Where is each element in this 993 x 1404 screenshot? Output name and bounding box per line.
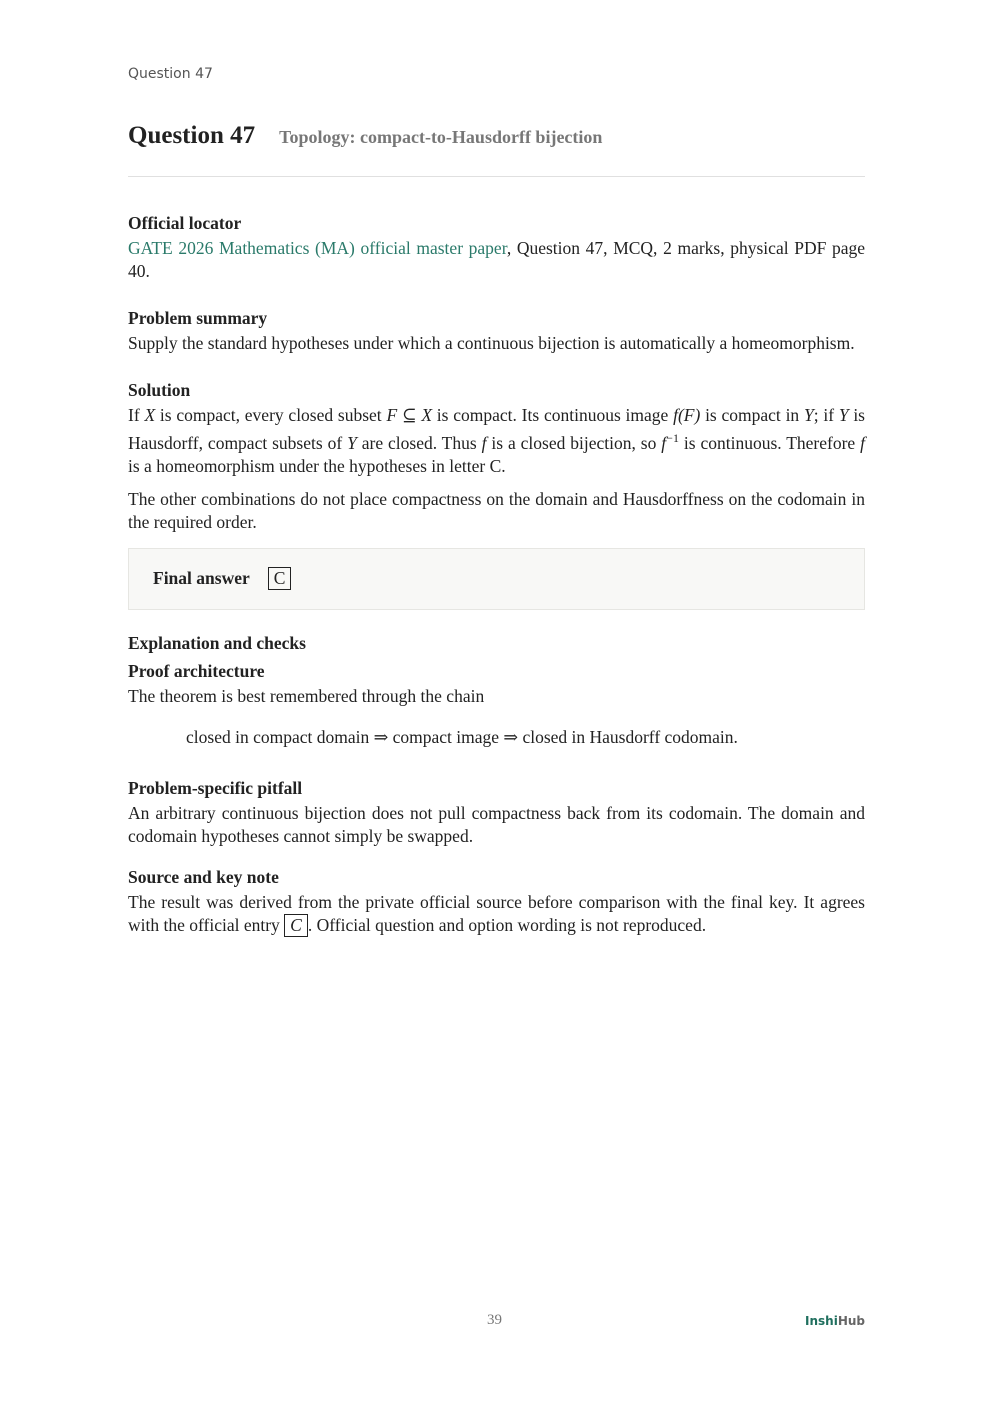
solution-paragraph-2: The other combinations do not place compactness on the domain and Hausdorffness on the codomain in the required order. [128,488,865,532]
final-answer-box [128,548,865,610]
solution-heading: Solution [128,380,191,400]
locator-text [128,237,865,283]
summary-heading: Problem summary [128,308,268,328]
final-answer-value: C [268,567,292,590]
main-content [128,212,865,937]
brand-logo: InshiHub [805,1314,865,1328]
official-key-value: C [284,914,308,937]
locator-heading: Official locator [128,213,242,233]
proof-text: The theorem is best remembered through the chain [128,685,485,706]
summary-text: Supply the standard hypotheses under which a continuous bijection is automatically a homeomorphism. [128,333,855,353]
question-title: Question 47 [128,122,256,149]
question-subtitle: Topology: compact-to-Hausdorff bijection [279,127,603,147]
solution-paragraph-1: If X is compact, every closed subset F ⊆ X is compact. Its continuous image f(F) is compact in Y; if Y is Hausdorff, compact subsets of Y are closed. Thus f is a closed bijection, so $f^{-1}$ is continuous. Therefore f is a homeomorphism under the hypotheses in letter C. [128,405,865,476]
source-heading: Source and key note [128,866,279,887]
proof-heading: Proof architecture [128,660,265,681]
implication-chain: closed in compact domain ⇒ compact image ⇒ closed in Hausdorff codomain. [186,726,738,747]
source-text: The result was derived from the private official source before comparison with the final key. It agrees with the official entry C . Official question and option wording is not reproduced. [128,891,865,935]
title-row [128,122,865,150]
explanation-heading: Explanation and checks [128,632,306,653]
paper-link[interactable]: GATE 2026 Mathematics (MA) official master paper [128,238,507,258]
pitfall-heading: Problem-specific pitfall [128,777,303,798]
title-divider [128,176,865,177]
final-answer-label: Final answer [153,568,250,589]
running-head: Question 47 [128,66,213,82]
pitfall-text: An arbitrary continuous bijection does not pull compactness back from its codomain. The domain and codomain hypotheses cannot simply be swapped. [128,802,865,846]
page-number: 39 [487,1312,502,1328]
locator-rest: , Question 47, MCQ, 2 marks, physical PDF page 40. [128,238,865,281]
